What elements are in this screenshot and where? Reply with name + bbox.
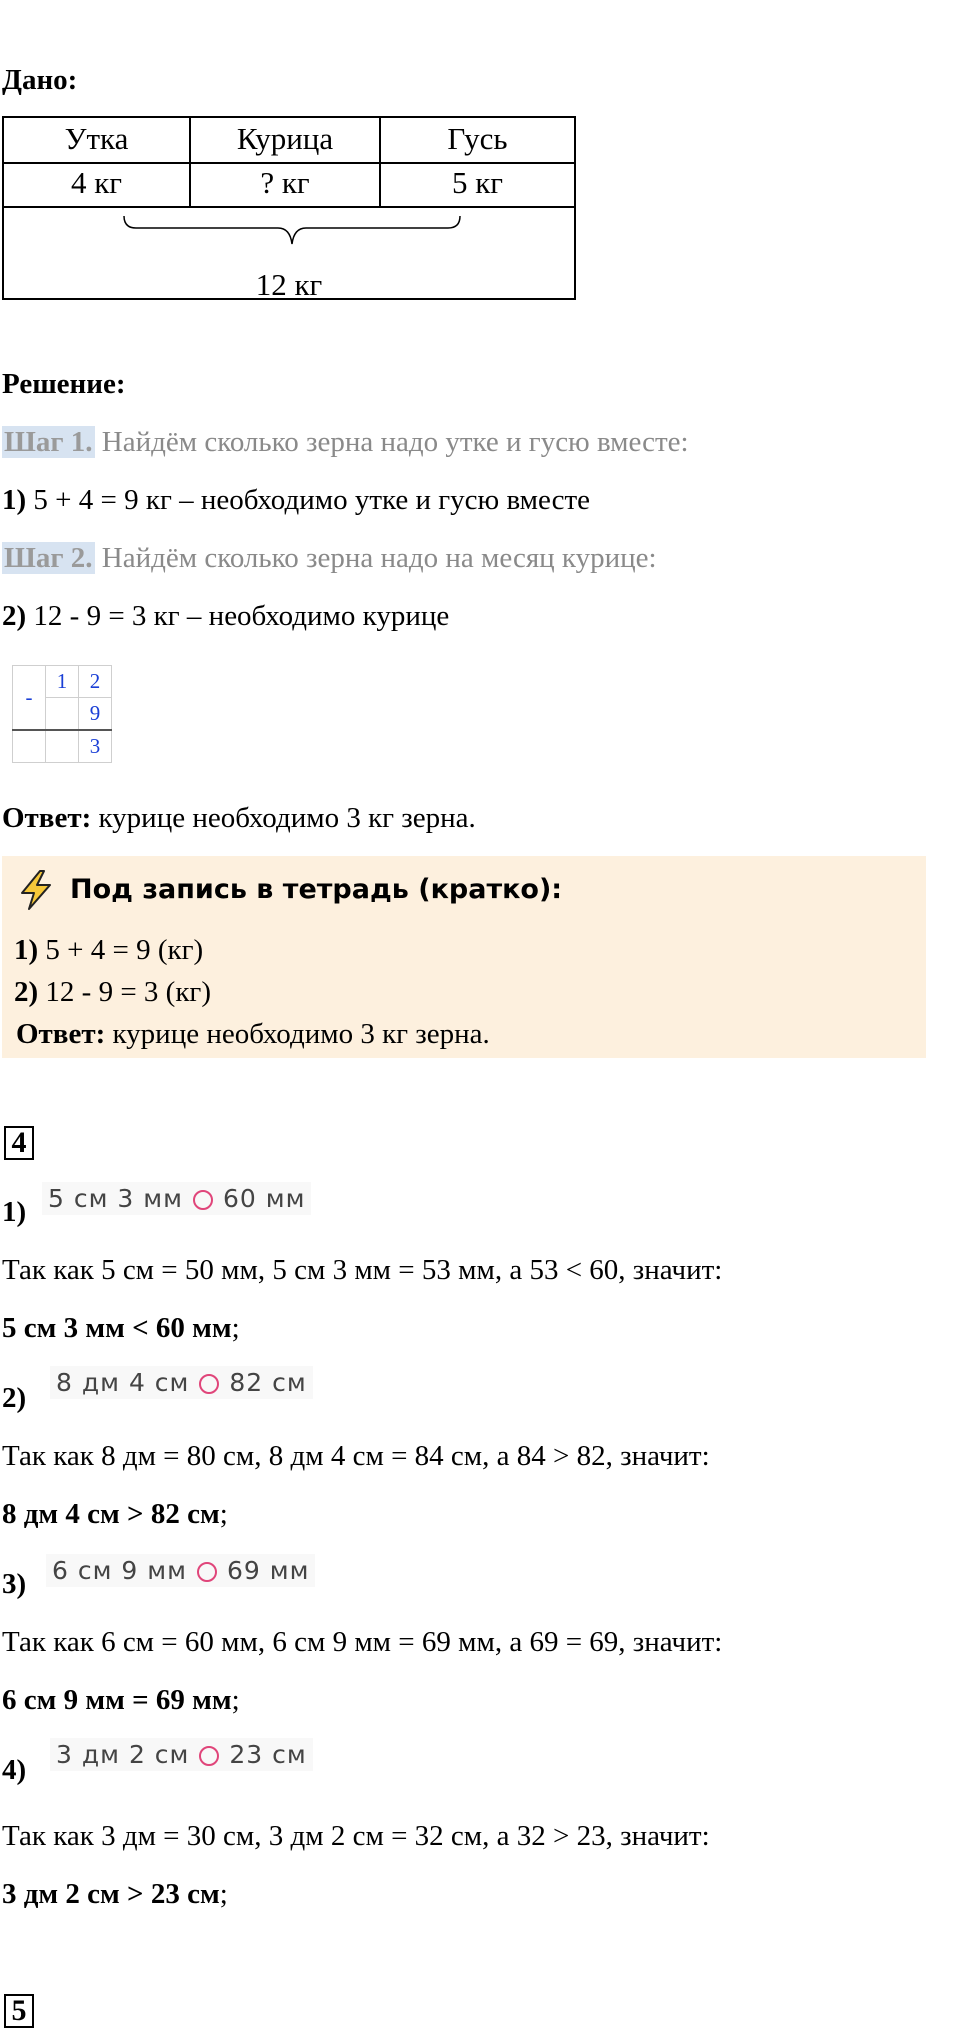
punct: ;: [219, 1498, 228, 1530]
step1-label: Шаг 1.: [4, 426, 93, 458]
note-line-2: [14, 974, 211, 1010]
expr-left: 3 дм 2 см: [56, 1740, 190, 1769]
note-line1-number: 1): [14, 934, 39, 966]
expr-right: 69 мм: [226, 1556, 310, 1585]
task4-item1-expression: [42, 1182, 311, 1215]
minus-sign: -: [13, 666, 46, 731]
task4-item3-number: 3): [2, 1568, 27, 1600]
compare-circle-icon: [197, 1562, 217, 1582]
value-duck: 4 кг: [4, 162, 191, 206]
digit: 2: [79, 666, 112, 698]
compare-circle-icon: [193, 1190, 213, 1210]
header-chicken: Курица: [191, 118, 381, 162]
compare-circle-icon: [199, 1374, 219, 1394]
task4-item3-explanation: Так как 6 см = 60 мм, 6 см 9 мм = 69 мм, а 69 = 69, значит:: [2, 1626, 723, 1658]
given-heading: Дано:: [2, 64, 78, 96]
given-total: 12 кг: [255, 267, 323, 302]
digit: 9: [79, 698, 112, 731]
step2-line: [2, 540, 657, 576]
task4-item4-expression: [50, 1738, 313, 1771]
notebook-summary: [2, 856, 926, 1058]
note-answer: [16, 1016, 490, 1052]
step1-line: [2, 424, 689, 460]
line2-number: 2): [2, 600, 27, 632]
step2-text: Найдём сколько зерна надо на месяц курице:: [101, 542, 657, 574]
digit: [46, 730, 79, 763]
solution-line-2: [2, 598, 449, 634]
note-line2-text: 12 - 9 = 3 (кг): [45, 976, 211, 1008]
task4-item1-result: 5 см 3 мм < 60 мм: [2, 1312, 232, 1344]
note-line2-number: 2): [14, 976, 39, 1008]
column-subtraction: [12, 665, 112, 763]
task4-item2-result-line: [2, 1496, 228, 1532]
expr-right: 82 см: [229, 1368, 307, 1397]
task4-item2-expression: [50, 1366, 313, 1399]
task4-item3-result: 6 см 9 мм = 69 мм: [2, 1684, 232, 1716]
empty-cell: [13, 730, 46, 763]
curly-brace: [122, 214, 462, 254]
task4-item1-result-line: [2, 1310, 240, 1346]
header-goose: Гусь: [447, 121, 508, 156]
step2-label: Шаг 2.: [4, 542, 93, 574]
punct: ;: [231, 1684, 240, 1716]
task4-item3-expression: [46, 1554, 315, 1587]
digit: 1: [46, 666, 79, 698]
task4-item4-number: 4): [2, 1754, 27, 1786]
task4-item4-explanation: Так как 3 дм = 30 см, 3 дм 2 см = 32 см, а 32 > 23, значит:: [2, 1820, 710, 1852]
note-line1-text: 5 + 4 = 9 (кг): [45, 934, 204, 966]
line1-text: 5 + 4 = 9 кг – необходимо утке и гусю вместе: [33, 484, 591, 516]
answer-text: курице необходимо 3 кг зерна.: [98, 802, 476, 834]
lightning-icon: [14, 868, 58, 912]
expr-left: 6 см 9 мм: [52, 1556, 187, 1585]
value-chicken: ? кг: [191, 162, 381, 206]
line2-text: 12 - 9 = 3 кг – необходимо курице: [33, 600, 450, 632]
note-answer-text: курице необходимо 3 кг зерна.: [112, 1018, 490, 1050]
task4-item3-result-line: [2, 1682, 240, 1718]
note-line-1: [14, 932, 203, 968]
task4-item2-explanation: Так как 8 дм = 80 см, 8 дм 4 см = 84 см, а 84 > 82, значит:: [2, 1440, 710, 1472]
expr-right: 23 см: [229, 1740, 307, 1769]
task4-item4-result-line: [2, 1876, 228, 1912]
given-header-row: [4, 118, 574, 164]
digit: 3: [79, 730, 112, 763]
task4-item2-number: 2): [2, 1382, 27, 1414]
task4-item1-explanation: Так как 5 см = 50 мм, 5 см 3 мм = 53 мм, а 53 < 60, значит:: [2, 1254, 723, 1286]
digit: [46, 698, 79, 731]
punct: ;: [231, 1312, 240, 1344]
note-title: Под запись в тетрадь (кратко):: [70, 874, 563, 905]
punct: ;: [219, 1878, 228, 1910]
expr-left: 5 см 3 мм: [48, 1184, 183, 1213]
task4-item1-number: 1): [2, 1196, 27, 1228]
task-number-4: 4: [4, 1126, 34, 1160]
answer-label: Ответ:: [2, 802, 92, 834]
solution-heading: Решение:: [2, 368, 126, 400]
answer-line: [2, 800, 476, 836]
step1-text: Найдём сколько зерна надо утке и гусю вместе:: [101, 426, 689, 458]
value-goose: 5 кг: [451, 165, 504, 200]
task4-item4-result: 3 дм 2 см > 23 см: [2, 1878, 220, 1910]
expr-right: 60 мм: [222, 1184, 306, 1213]
solution-line-1: [2, 482, 590, 518]
given-table: [2, 116, 576, 300]
note-answer-label: Ответ:: [16, 1018, 106, 1050]
task4-item2-result: 8 дм 4 см > 82 см: [2, 1498, 220, 1530]
header-duck: Утка: [4, 118, 191, 162]
line1-number: 1): [2, 484, 27, 516]
task-number-5: 5: [4, 1994, 34, 2028]
expr-left: 8 дм 4 см: [56, 1368, 190, 1397]
given-value-row: [4, 162, 574, 208]
compare-circle-icon: [199, 1746, 219, 1766]
